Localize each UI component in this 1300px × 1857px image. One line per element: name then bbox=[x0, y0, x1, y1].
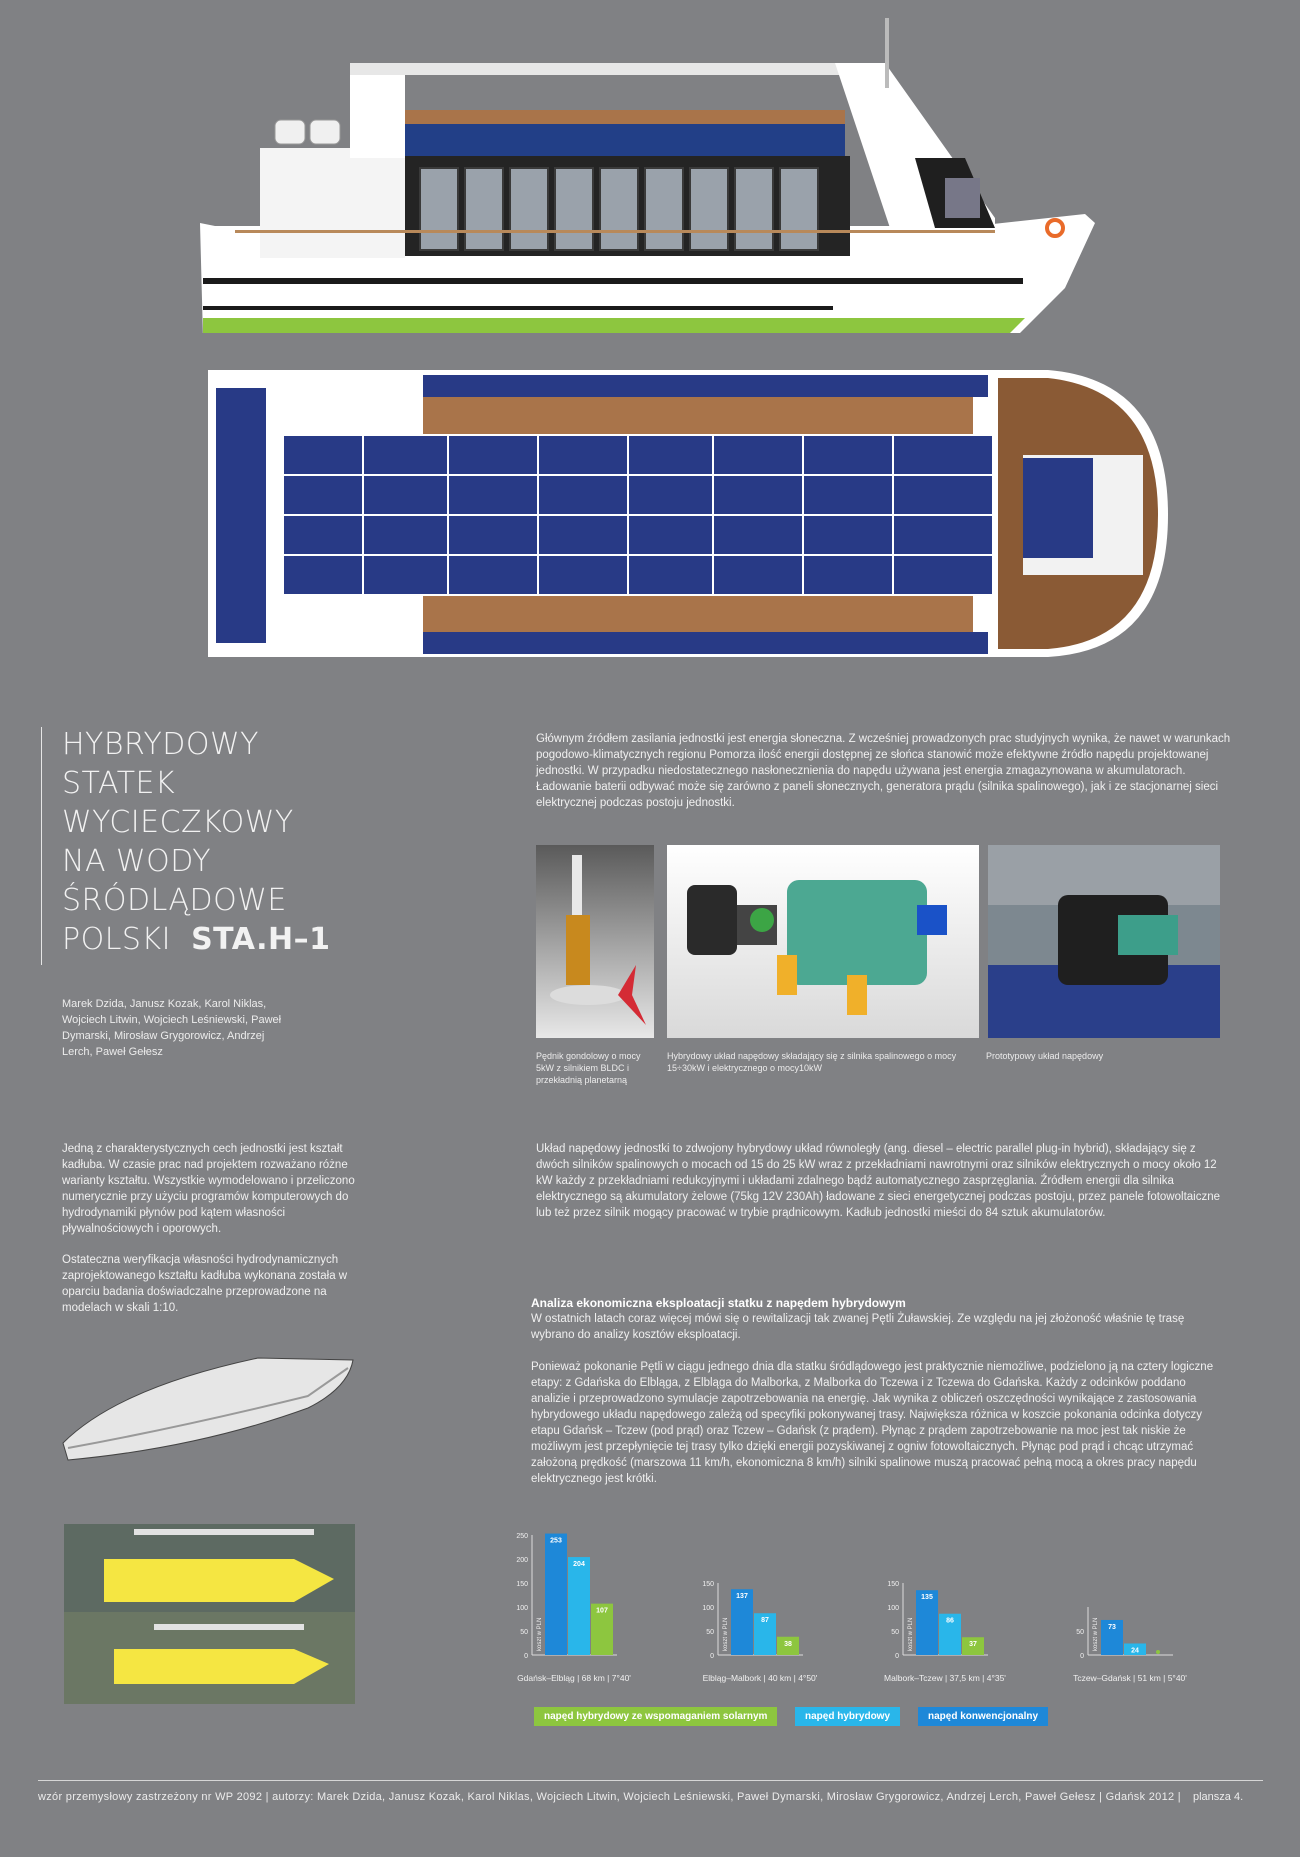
y-tick-label: 200 bbox=[516, 1557, 528, 1564]
ship-top-view bbox=[208, 370, 1168, 660]
title-prefix: POLSKI bbox=[62, 922, 171, 957]
intro-paragraph: Głównym źródłem zasilania jednostki jest energia słoneczna. Z wcześniej prowadzonych prac studyjnych wynika, że nawet w warunkach pogodowo-klimatycznych regionu Pomorza ilość energii dostępnej ze słońca stanowić może efektywne źródło napędu projektowanej jednostki. W przypadku niedostatecznego nasłonecznienia do napędu używana jest energia zmagazynowana w akumulatorach. Ładowanie baterii odbywać może się zarówno z paneli słonecznych, generatora prądu (silnika spalinowego), jak i ze stacjonarnej sieci elektrycznej podczas postoju jednostki. bbox=[536, 733, 1231, 809]
ship-side-view bbox=[195, 18, 1120, 333]
hull-paragraph-2: Ostateczna weryfikacja własności hydrodynamicznych zaprojektowanego kształtu kadłuba wykonana została w oparciu badania doświadczalne przeprowadzone na modelach w skali 1:10. bbox=[62, 1254, 348, 1314]
model-test-photo bbox=[64, 1524, 355, 1704]
y-axis-label: koszt w PLN bbox=[908, 1617, 914, 1651]
bar-value-label: 253 bbox=[550, 1537, 562, 1545]
caption-pod: Pędnik gondolowy o mocy 5kW z silnikiem BLDC i przekładnią planetarną bbox=[536, 1051, 641, 1085]
bar-value-label: 38 bbox=[784, 1640, 792, 1648]
prototype-drive-photo bbox=[988, 845, 1220, 1038]
y-tick-label: 50 bbox=[706, 1629, 714, 1636]
bar-value-label: 137 bbox=[736, 1593, 748, 1601]
y-tick-label: 0 bbox=[1080, 1653, 1084, 1660]
legend-conventional: napęd konwencjonalny bbox=[918, 1707, 1048, 1726]
pod-drive-image bbox=[536, 845, 654, 1038]
sheet-number: plansza 4. bbox=[1193, 1791, 1244, 1803]
bar-value-label: 37 bbox=[969, 1641, 977, 1649]
y-tick-label: 150 bbox=[702, 1581, 714, 1588]
bar bbox=[545, 1534, 567, 1655]
analysis-heading: Analiza ekonomiczna eksploatacji statku z napędem hybrydowym bbox=[531, 1296, 906, 1310]
bar-value-label: 204 bbox=[573, 1561, 585, 1569]
y-tick-label: 0 bbox=[710, 1653, 714, 1660]
caption-prototype: Prototypowy układ napędowy bbox=[986, 1051, 1104, 1061]
analysis-paragraph-2: Ponieważ pokonanie Pętli w ciągu jednego dnia dla statku śródlądowego jest praktycznie niemożliwe, podzielono ją na cztery logiczne etapy: z Gdańska do Elbląga, z Elbląga do Malborka, z Malborka do Tczewa i z Tczewa do Gdańska. Każdy z odcinków poddano analizie i przeprowadzono symulacje zapotrzebowania na energię. Jak wynika z obliczeń oszczędności wynikające z zastosowania hybrydowego układu napędowego zależą od specyfiki pokonywanej trasy. Największa różnica w koszcie pokonania odcinka dotyczy etapu Gdańsk – Tczew (pod prąd) oraz Tczew – Gdańsk (z prądem). Płynąc z prądem zapotrzebowanie na moc jest tak niskie że możliwym jest przepłynięcie tej trasy tylko dzięki energii pozyskiwanej z ogniw fotowoltaicznych. Płynąc pod prąd i chcąc utrzymać założoną prędkość (marszowa 11 km/h, ekonomiczna 8 km/h) silniki spalinowe muszą pracować pełną mocą a okres pracy napędu elektrycznego jest krótki. bbox=[531, 1361, 1214, 1485]
hull-paragraph-1: Jedną z charakterystycznych cech jednostki jest kształt kadłuba. W czasie prac nad projektem rozważano różne warianty kształtu. Wszystkie wymodelowano i przeliczono numerycznie przy użyciu programów komputerowych do hydrodynamiki płynów pod kątem własności pływalnościowych i oporowych. bbox=[62, 1143, 355, 1235]
bar-value-label: 87 bbox=[761, 1617, 769, 1625]
title-code: STA.H–1 bbox=[191, 922, 331, 957]
footer-rule bbox=[38, 1780, 1263, 1781]
y-tick-label: 50 bbox=[891, 1629, 899, 1636]
title-line-3: WYCIECZKOWY bbox=[62, 805, 294, 840]
hybrid-drive-image bbox=[667, 845, 979, 1038]
bar-value-label: 73 bbox=[1108, 1623, 1116, 1631]
chart-route-label: Gdańsk–Elbląg | 68 km | 7°40' bbox=[517, 1673, 631, 1683]
y-tick-label: 50 bbox=[1076, 1629, 1084, 1636]
legend-solar-hybrid: napęd hybrydowy ze wspomaganiem solarnym bbox=[534, 1707, 777, 1726]
analysis-paragraph-1: W ostatnich latach coraz więcej mówi się o rewitalizacji tak zwanej Pętli Żuławskiej. Ze względu na jej złożoność właśnie tę trasę wybrano do analizy kosztów eksploatacji. bbox=[531, 1313, 1185, 1341]
y-axis-label: koszt w PLN bbox=[723, 1617, 729, 1651]
bar bbox=[568, 1557, 590, 1655]
title-block bbox=[62, 725, 330, 959]
bar-value-label: 24 bbox=[1131, 1647, 1139, 1655]
chart-route-label: Malbork–Tczew | 37,5 km | 4°35' bbox=[884, 1673, 1006, 1683]
chart-route-label: Tczew–Gdańsk | 51 km | 5°40' bbox=[1073, 1673, 1187, 1683]
y-tick-label: 150 bbox=[516, 1581, 528, 1588]
y-axis-label: koszt w PLN bbox=[537, 1617, 543, 1651]
title-line-1: HYBRYDOWY bbox=[62, 727, 259, 762]
bar-value-label: 135 bbox=[921, 1594, 933, 1602]
y-axis-label: koszt w PLN bbox=[1093, 1617, 1099, 1651]
bar-zero-marker bbox=[1156, 1650, 1160, 1654]
title-line-4: NA WODY bbox=[62, 844, 212, 879]
drive-paragraph: Układ napędowy jednostki to zdwojony hybrydowy układ równoległy (ang. diesel – electric parallel plug-in hybrid), składający się z dwóch silników spalinowych o mocach od 15 do 25 kW wraz z przekładniami nawrotnymi oraz silników elektrycznych o mocy około 12 kW każdy z przekładniami redukcyjnymi i układami zdalnego bądź automatycznego zasprzęglania. Źródłem energii dla silnika elektrycznego są akumulatory żelowe (75kg 12V 230Ah) ładowane z sieci energetycznej podczas postoju, przez panele fotowoltaiczne lub też przez silnik mogący pracować w trybie prądnicowym. Kadłub jednostki mieści do 84 sztuk akumulatorów. bbox=[536, 1143, 1221, 1219]
y-tick-label: 100 bbox=[702, 1605, 714, 1612]
authors-text: Marek Dzida, Janusz Kozak, Karol Niklas, Wojciech Litwin, Wojciech Leśniewski, Paweł Dymarski, Mirosław Grygorowicz, Andrzej Lerch, Paweł Gełesz bbox=[62, 998, 282, 1058]
y-tick-label: 0 bbox=[895, 1653, 899, 1660]
y-tick-label: 100 bbox=[516, 1605, 528, 1612]
y-tick-label: 150 bbox=[887, 1581, 899, 1588]
bar-value-label: 86 bbox=[946, 1617, 954, 1625]
title-rule bbox=[41, 727, 42, 965]
y-tick-label: 250 bbox=[516, 1533, 528, 1540]
chart-route-label: Elbląg–Malbork | 40 km | 4°50' bbox=[702, 1673, 818, 1683]
y-tick-label: 50 bbox=[520, 1629, 528, 1636]
y-tick-label: 0 bbox=[524, 1653, 528, 1660]
title-line-5: ŚRÓDLĄDOWE bbox=[62, 883, 287, 918]
footer-text: wzór przemysłowy zastrzeżony nr WP 2092 | autorzy: Marek Dzida, Janusz Kozak, Karol Niklas, Wojciech Litwin, Wojciech Leśniewski, Paweł Dymarski, Mirosław Grygorowicz, Andrzej Lerch, Paweł Gełesz | Gdańsk 2012 | bbox=[38, 1791, 1181, 1803]
hull-render bbox=[58, 1348, 358, 1463]
caption-hybrid: Hybrydowy układ napędowy składający się z silnika spalinowego o mocy 15÷30kW i elektrycznego o mocy10kW bbox=[667, 1051, 957, 1073]
y-tick-label: 100 bbox=[887, 1605, 899, 1612]
title-line-6 bbox=[62, 920, 330, 959]
bar-value-label: 107 bbox=[596, 1607, 608, 1615]
cost-charts bbox=[500, 1520, 1260, 1690]
title-line-2: STATEK bbox=[62, 766, 176, 801]
legend-hybrid: napęd hybrydowy bbox=[795, 1707, 900, 1726]
